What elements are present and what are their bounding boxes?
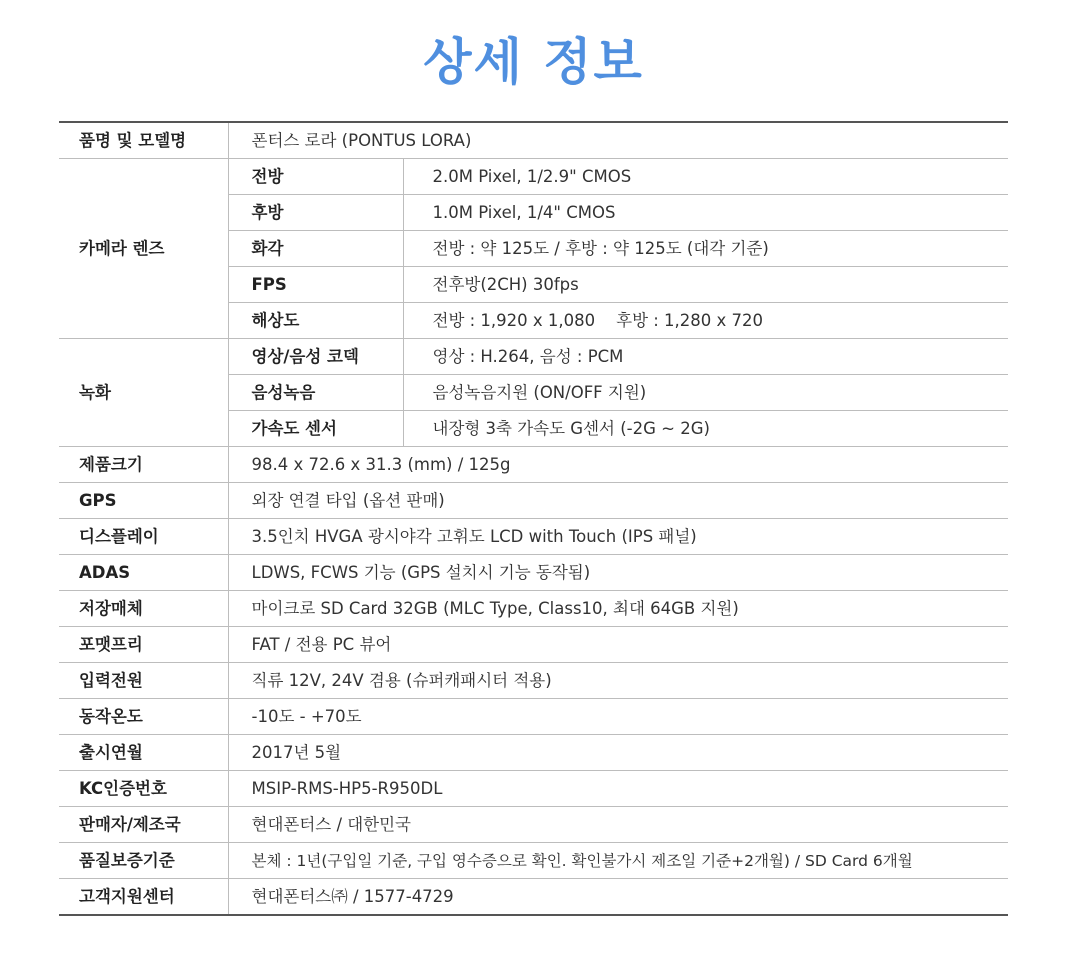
row-label: KC인증번호	[59, 771, 228, 807]
spec-table	[59, 121, 1008, 916]
sub-value: 전방 : 약 125도 / 후방 : 약 125도 (대각 기준)	[403, 231, 1008, 267]
row-label: 디스플레이	[59, 519, 228, 555]
row-value: 직류 12V, 24V 겸용 (슈퍼캐패시터 적용)	[228, 663, 1008, 699]
table-row	[59, 447, 1008, 483]
sub-label: 화각	[228, 231, 403, 267]
table-row	[59, 591, 1008, 627]
sub-label: 가속도 센서	[228, 411, 403, 447]
row-label: 포맷프리	[59, 627, 228, 663]
table-row	[59, 519, 1008, 555]
group-label-recording: 녹화	[59, 339, 228, 447]
row-value: 외장 연결 타입 (옵션 판매)	[228, 483, 1008, 519]
row-value: 3.5인치 HVGA 광시야각 고휘도 LCD with Touch (IPS 패널)	[228, 519, 1008, 555]
row-value: 폰터스 로라 (PONTUS LORA)	[228, 122, 1008, 159]
sub-label: 전방	[228, 159, 403, 195]
row-label: 판매자/제조국	[59, 807, 228, 843]
row-value: -10도 - +70도	[228, 699, 1008, 735]
table-row	[59, 879, 1008, 916]
sub-value: 영상 : H.264, 음성 : PCM	[403, 339, 1008, 375]
row-label: 품명 및 모델명	[59, 122, 228, 159]
row-value: LDWS, FCWS 기능 (GPS 설치시 기능 동작됨)	[228, 555, 1008, 591]
table-row	[59, 159, 1008, 195]
sub-label: 해상도	[228, 303, 403, 339]
sub-value: 음성녹음지원 (ON/OFF 지원)	[403, 375, 1008, 411]
sub-value: 전후방(2CH) 30fps	[403, 267, 1008, 303]
sub-value: 전방 : 1,920 x 1,080 후방 : 1,280 x 720	[403, 303, 1008, 339]
row-value: 2017년 5월	[228, 735, 1008, 771]
table-row	[59, 735, 1008, 771]
table-row	[59, 122, 1008, 159]
sub-label: 후방	[228, 195, 403, 231]
row-value: 98.4 x 72.6 x 31.3 (mm) / 125g	[228, 447, 1008, 483]
sub-value: 1.0M Pixel, 1/4" CMOS	[403, 195, 1008, 231]
row-label: GPS	[59, 483, 228, 519]
row-value: 현대폰터스 / 대한민국	[228, 807, 1008, 843]
row-label: 동작온도	[59, 699, 228, 735]
page-title: 상세 정보	[423, 33, 644, 91]
sub-label: 음성녹음	[228, 375, 403, 411]
table-row	[59, 627, 1008, 663]
group-label-lens: 카메라 렌즈	[59, 159, 228, 339]
sub-label: 영상/음성 코덱	[228, 339, 403, 375]
row-label: 입력전원	[59, 663, 228, 699]
row-value: 현대폰터스㈜ / 1577-4729	[251, 886, 454, 906]
row-value: FAT / 전용 PC 뷰어	[228, 627, 1008, 663]
table-row	[59, 339, 1008, 375]
sub-value: 내장형 3축 가속도 G센서 (-2G ~ 2G)	[403, 411, 1008, 447]
row-label: 출시연월	[59, 735, 228, 771]
table-row	[59, 483, 1008, 519]
table-row	[59, 699, 1008, 735]
row-label: ADAS	[59, 555, 228, 591]
table-row	[59, 663, 1008, 699]
sub-value: 2.0M Pixel, 1/2.9" CMOS	[403, 159, 1008, 195]
table-row	[59, 771, 1008, 807]
row-value: 마이크로 SD Card 32GB (MLC Type, Class10, 최대 64GB 지원)	[228, 591, 1008, 627]
row-label: 제품크기	[59, 447, 228, 483]
table-row	[59, 807, 1008, 843]
row-value: MSIP-RMS-HP5-R950DL	[228, 771, 1008, 807]
row-label: 고객지원센터	[59, 879, 228, 916]
table-row	[59, 843, 1008, 879]
row-label: 저장매체	[59, 591, 228, 627]
row-label: 품질보증기준	[59, 843, 228, 879]
sub-label: FPS	[228, 267, 403, 303]
table-row	[59, 555, 1008, 591]
row-value: 본체 : 1년(구입일 기준, 구입 영수증으로 확인. 확인불가시 제조일 기준+2개월) / SD Card 6개월	[228, 843, 1008, 879]
